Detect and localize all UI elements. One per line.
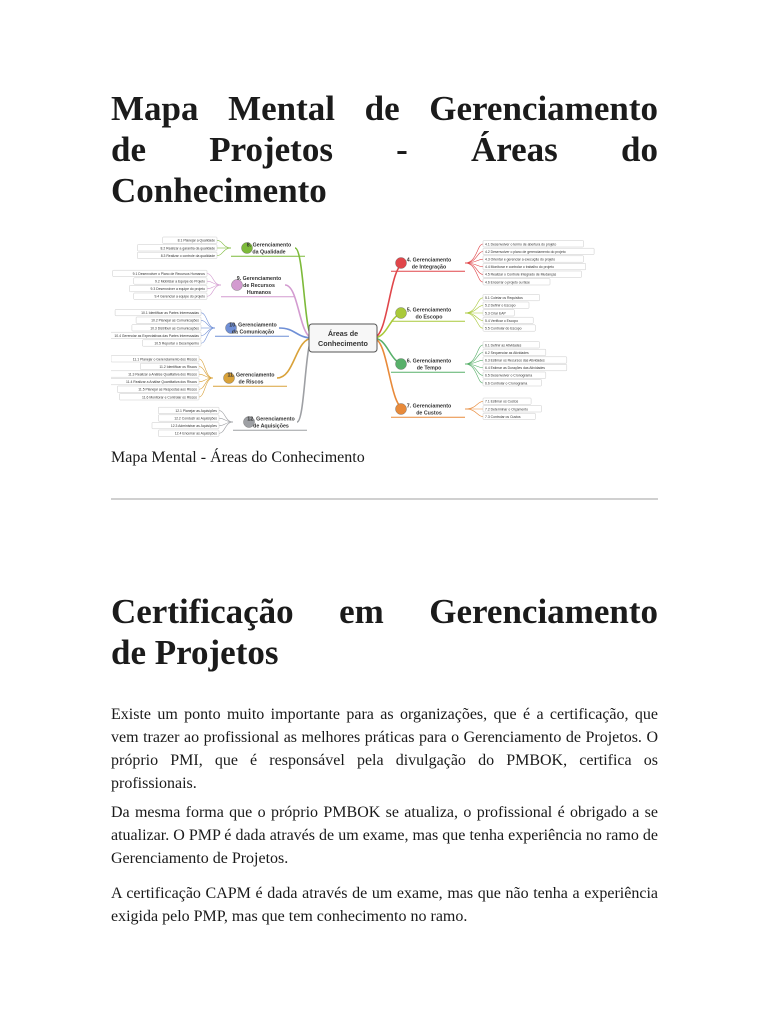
item-label: 9.1 Desenvolver o Plano de Recursos Humanos xyxy=(132,271,205,276)
item-label: 6.3 Estimar os Recursos das Atividades xyxy=(485,358,545,363)
branch-title: de Aquisições xyxy=(253,423,289,430)
target-icon xyxy=(396,308,407,319)
item-label: 8.3 Realizar o controle da qualidade xyxy=(160,253,215,258)
item-label: 6.2 Sequenciar as Atividades xyxy=(485,350,529,355)
paragraph-3: A certificação CAPM é dada através de um exame, mas que não tenha a experiência exigida pelo PMP, mas que tem conhecimento no ramo. xyxy=(111,885,658,925)
item-label: 5.5 Controlar do Escopo xyxy=(485,326,522,331)
paragraph-1: Existe um ponto muito importante para as organizações, que é a certificação, que vem trazer ao profissional as melhores práticas para o Gerenciamento de Projetos. O próprio PMI, que é responsável pela divulgação do PMBOK, certifica os profissionais. xyxy=(111,706,658,792)
page-title-word: Mapa xyxy=(111,89,199,128)
item-label: 8.2 Realizar a garantia da qualidade xyxy=(160,246,215,251)
branch-title: de Integração xyxy=(411,264,447,271)
item-label: 12.1 Planejar as Aquisições xyxy=(175,408,217,413)
item-label: 6.1 Definir as Atividades xyxy=(485,343,522,348)
item-label: 10.4 Gerenciar as Expectativas das Partes Interessadas xyxy=(114,333,199,338)
branch-title: de Tempo xyxy=(416,365,442,372)
item-label: 5.2 Definir o Escopo xyxy=(485,303,516,308)
section-title-line xyxy=(111,632,658,673)
item-label: 5.4 Verificar o Escopo xyxy=(485,318,518,323)
item-label: 4.6 Encerrar o projeto ou fase xyxy=(485,280,530,285)
item-label: 4.5 Realizar o Controle Integrado de Mudanças xyxy=(485,272,557,277)
page-title-word: - xyxy=(396,130,408,169)
item-connector xyxy=(465,409,483,417)
item-connector xyxy=(465,401,483,409)
item-label: 12.4 Encerrar as Aquisições xyxy=(174,431,217,436)
item-connector xyxy=(465,244,483,263)
item-label: 10.3 Distribuir as Comunicações xyxy=(150,326,199,331)
branch-title: do Escopo xyxy=(415,314,443,321)
section-title-word: Gerenciamento xyxy=(429,592,658,631)
item-label: 4.4 Monitorar e controlar o trabalho do projeto xyxy=(485,265,554,270)
branch-title: da Qualidade xyxy=(252,249,286,256)
section-title-line xyxy=(111,591,658,632)
branch-title: 9. Gerenciamento xyxy=(236,275,282,282)
branch-title: 11. Gerenciamento xyxy=(227,372,275,379)
page-title-word: Conhecimento xyxy=(111,171,327,210)
branch-title: 7. Gerenciamento xyxy=(406,403,452,410)
page-title-word: de xyxy=(111,130,146,169)
item-label: 4.2 Desenvolver o plano de gerenciamento do projeto xyxy=(485,249,566,254)
branch-title: 4. Gerenciamento xyxy=(406,257,452,264)
item-label: 6.4 Estimar as Durações das Atividades xyxy=(485,366,545,371)
item-connector xyxy=(465,364,483,383)
branch-title: 8. Gerenciamento xyxy=(246,242,292,249)
item-label: 7.2 Determinar o Orçamento xyxy=(485,407,528,412)
item-label: 10.2 Planejar as Comunicações xyxy=(151,318,199,323)
item-connector xyxy=(201,313,215,328)
item-label: 11.1 Planejar o Gerenciamento dos Riscos xyxy=(132,357,197,362)
branch-title: da Comunicação xyxy=(231,329,275,336)
section-title-word: de xyxy=(111,633,155,672)
section-title xyxy=(111,591,658,673)
branch-line xyxy=(373,338,405,409)
page-title-word: de xyxy=(364,89,400,128)
branch-title: 10. Gerenciamento xyxy=(229,322,277,329)
section-title-word: Projetos xyxy=(154,633,279,672)
page-title-word: do xyxy=(621,130,658,169)
page-title-word: Gerenciamento xyxy=(429,89,658,128)
item-label: 12.3 Administrar as Aquisições xyxy=(170,424,217,429)
item-connector xyxy=(217,240,231,248)
item-label: 6.5 Desenvolver o Cronograma xyxy=(485,373,533,378)
item-label: 11.4 Realizar a Análise Quantitativa dos Riscos xyxy=(126,380,197,385)
branch-title: 5. Gerenciamento xyxy=(406,307,452,314)
branch-title: de Riscos xyxy=(238,379,264,386)
item-label: 8.1 Planejar a Qualidade xyxy=(177,238,215,243)
item-connector xyxy=(465,313,483,321)
page-title xyxy=(111,88,658,211)
item-label: 11.6 Monitorar e Controlar os Riscos xyxy=(142,395,197,400)
item-label: 5.3 Criar EAP xyxy=(485,311,506,316)
item-connector xyxy=(465,305,483,313)
item-label: 4.3 Orientar e gerenciar a execução do projeto xyxy=(485,257,556,262)
branch-title: Humanos xyxy=(246,290,272,297)
branch-title: 6. Gerenciamento xyxy=(406,358,452,365)
item-label: 5.1 Coletar os Requisitos xyxy=(485,296,523,301)
item-label: 9.4 Gerenciar a equipe do projeto xyxy=(154,294,205,299)
item-label: 10.1 Identificar as Partes Interessadas xyxy=(141,311,199,316)
page-title-line xyxy=(111,88,658,129)
branch-title: de Custos xyxy=(416,410,442,417)
center-title: Áreas de xyxy=(327,329,359,338)
center-title: Conhecimento xyxy=(318,339,368,348)
item-connector xyxy=(201,328,215,343)
clock-icon xyxy=(396,359,407,370)
item-label: 9.3 Desenvolver a equipe do projeto xyxy=(150,287,205,292)
item-label: 6.6 Controlar o Cronograma xyxy=(485,381,528,386)
item-label: 11.2 Identificar os Riscos xyxy=(159,364,197,369)
mind-map-image xyxy=(111,231,658,443)
item-label: 4.1 Desenvolver o termo de abertura do projeto xyxy=(485,242,557,247)
item-connector xyxy=(465,345,483,364)
item-label: 12.2 Conduzir as Aquisições xyxy=(174,416,217,421)
item-label: 10.5 Reportar o Desempenho xyxy=(154,341,199,346)
page-title-line xyxy=(111,129,658,170)
item-label: 7.1 Estimar os Custos xyxy=(485,399,519,404)
page-title-line xyxy=(111,170,658,211)
item-label: 7.3 Controlar os Custos xyxy=(485,414,521,419)
item-connector xyxy=(199,359,213,378)
item-label: 11.5 Planejar as Respostas aos Riscos xyxy=(138,387,197,392)
branch-title: de Recursos xyxy=(243,283,275,289)
page-title-word: Áreas xyxy=(470,130,558,169)
page-title-word: Mental xyxy=(228,89,336,128)
item-label: 11.3 Realizar a Análise Qualitativa dos Riscos xyxy=(128,372,197,377)
image-caption: Mapa Mental - Áreas do Conhecimento xyxy=(111,449,365,466)
money-icon xyxy=(396,404,407,415)
section-title-word: em xyxy=(339,592,384,631)
item-connector xyxy=(217,248,231,256)
paragraph-2: Da mesma forma que o próprio PMBOK se atualiza, o profissional é obrigado a se atualizar. O PMP é dada através de um exame, mas que tenha experiência no ramo de Gerenciamento de Projetos. xyxy=(111,804,658,867)
branch-title: 12. Gerenciamento xyxy=(247,416,295,423)
gear-icon xyxy=(396,258,407,269)
item-label: 9.2 Mobilizar a Equipe do Projeto xyxy=(155,279,205,284)
divider xyxy=(111,498,658,500)
section-title-word: Certificação xyxy=(111,592,294,631)
item-connector xyxy=(465,263,483,282)
page-title-word: Projetos xyxy=(209,130,333,169)
item-connector xyxy=(199,378,213,397)
